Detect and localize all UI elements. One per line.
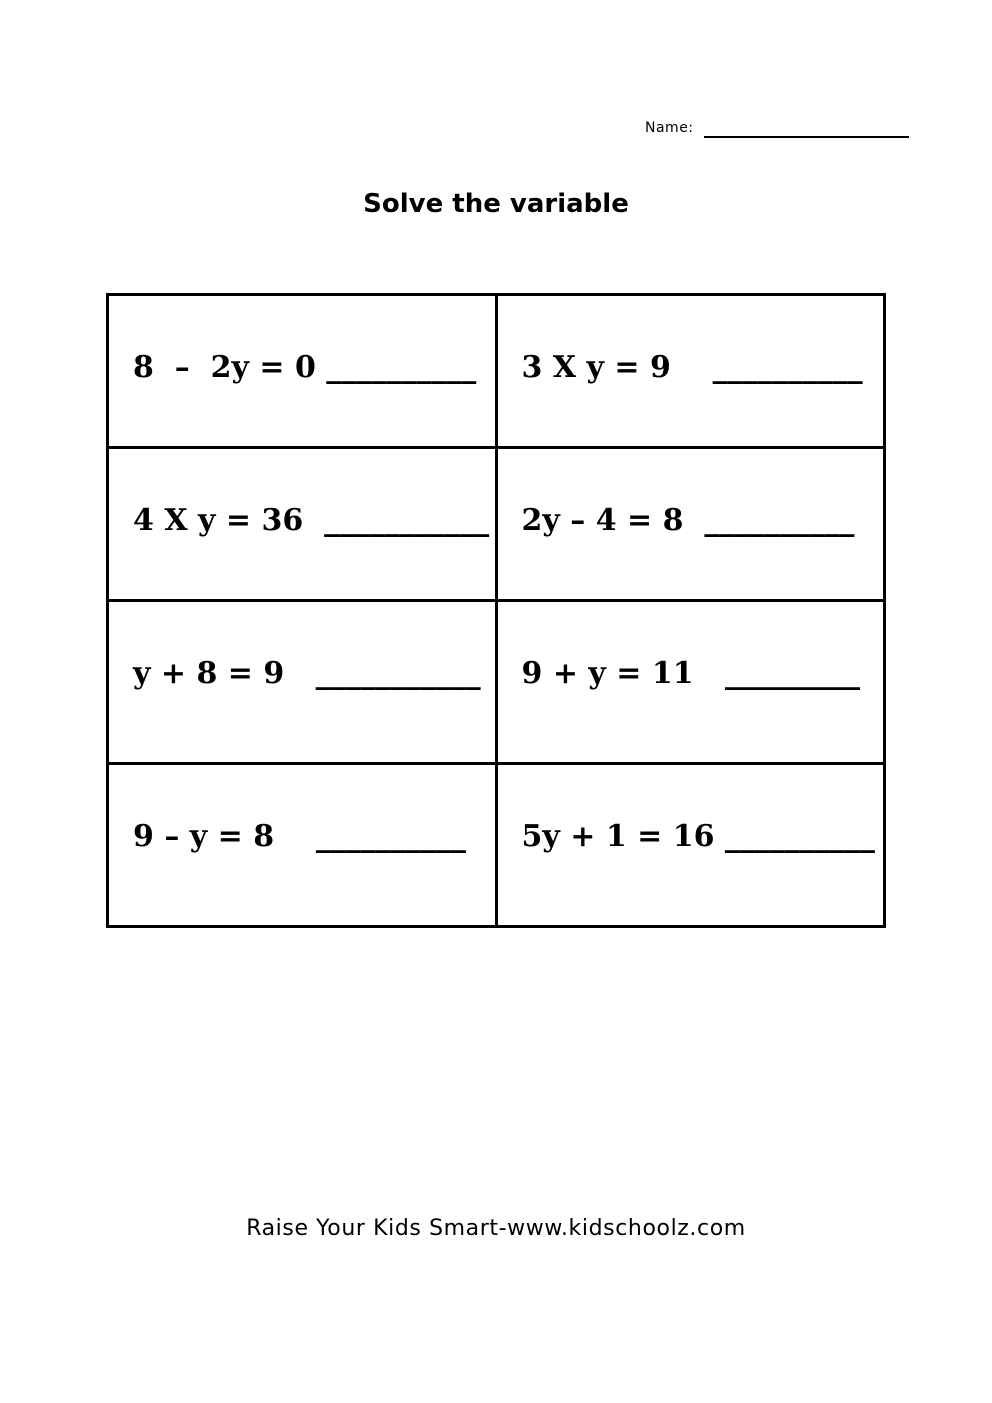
footer-text: Raise Your Kids Smart-www.kidschoolz.com — [246, 1216, 746, 1241]
problem-cell — [496, 601, 885, 764]
problem-cell — [108, 448, 497, 601]
problem-row — [108, 448, 885, 601]
problem-text: y + 8 = 9 ___________ — [133, 656, 481, 691]
name-field — [645, 118, 909, 138]
problem-cell — [108, 764, 497, 927]
problem-text: 9 + y = 11 _________ — [521, 656, 860, 691]
problem-grid — [106, 293, 886, 928]
problem-cell — [496, 448, 885, 601]
problem-text: 5y + 1 = 16 __________ — [521, 819, 875, 854]
problem-cell — [108, 601, 497, 764]
problem-text: 8 – 2y = 0 __________ — [133, 350, 477, 385]
problem-row — [108, 764, 885, 927]
worksheet-title: Solve the variable — [363, 189, 629, 219]
problem-cell — [496, 764, 885, 927]
problem-row — [108, 601, 885, 764]
problem-row — [108, 295, 885, 448]
problem-text: 2y – 4 = 8 __________ — [521, 503, 855, 538]
problem-cell — [496, 295, 885, 448]
problem-text: 4 X y = 36 ___________ — [133, 503, 490, 538]
problem-text: 9 – y = 8 __________ — [133, 819, 466, 854]
name-blank-line[interactable] — [704, 122, 909, 138]
name-label: Name: — [645, 120, 694, 136]
problem-cell — [108, 295, 497, 448]
problem-text: 3 X y = 9 __________ — [521, 350, 863, 385]
